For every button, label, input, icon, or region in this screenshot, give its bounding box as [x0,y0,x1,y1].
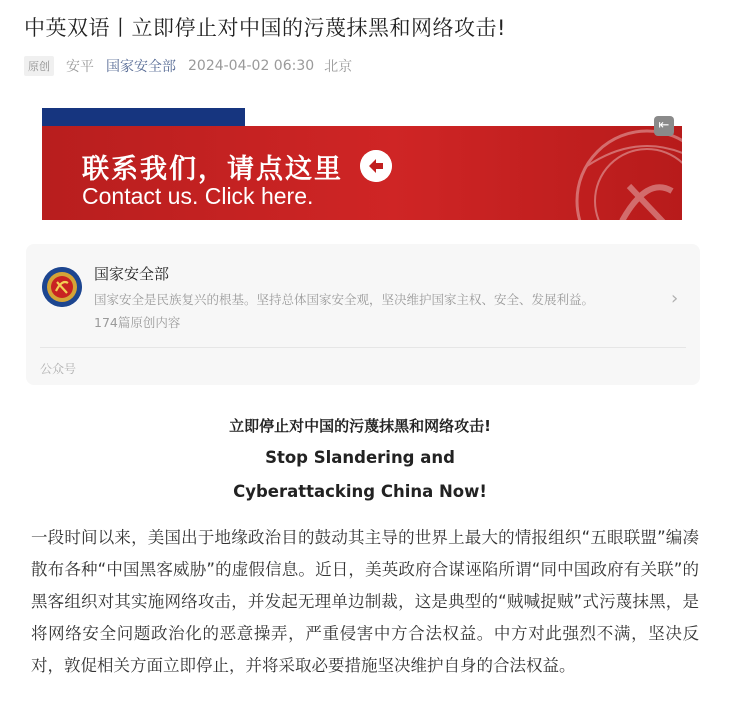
account-card[interactable] [26,244,700,385]
publish-date: 2024-04-02 06:30 [188,58,315,74]
author-name: 安平 [66,59,94,75]
content-heading-en-line2: Cyberattacking China Now! [233,482,487,501]
article-title: 中英双语丨立即停止对中国的污蔑抹黑和网络攻击! [24,16,506,40]
contact-banner[interactable] [42,108,682,220]
publish-location: 北京 [324,59,353,75]
account-link[interactable]: 国家安全部 [106,59,176,75]
content-heading-cn: 立即停止对中国的污蔑抹黑和网络攻击! [229,417,491,435]
account-name: 国家安全部 [94,265,170,283]
banner-red-panel [42,126,682,220]
emblem-watermark-icon [547,126,682,220]
card-divider [40,347,686,348]
banner-en-text: Contact us. Click here. [82,183,314,209]
ministry-emblem-icon [42,267,82,307]
article-meta [24,56,352,76]
original-tag: 原创 [24,56,54,76]
chevron-right-icon: › [671,288,679,309]
content-heading-en-line1: Stop Slandering and [265,448,455,467]
arrow-left-icon [360,150,392,182]
content-paragraph: 一段时间以来，美国出于地缘政治目的鼓动其主导的世界上最大的情报组织“五眼联盟”编凑散布各种“中国黑客威胁”的虚假信息。近日，美英政府合谋诬陷所谓“同中国政府有关联”的黑客组织对其实施网络攻击，并发起无理单边制裁，这是典型的“贼喊捉贼”式污蔑抹黑，是将网络安全问题政治化的恶意操弄，严重侵害中方合法权益。中方对此强烈不满，坚决反对，敦促相关方面立即停止，并将采取必要措施坚决维护自身的合法权益。 [31,528,699,675]
account-description: 国家安全是民族复兴的根基。坚持总体国家安全观，坚决维护国家主权、安全、发展利益。 [94,292,595,307]
banner-blue-strip [42,108,245,126]
banner-cn-text: 联系我们，请点这里 [82,154,343,185]
account-type: 公众号 [40,362,77,376]
share-icon[interactable]: ⇤ [654,116,674,136]
article-count: 174篇原创内容 [94,315,181,330]
